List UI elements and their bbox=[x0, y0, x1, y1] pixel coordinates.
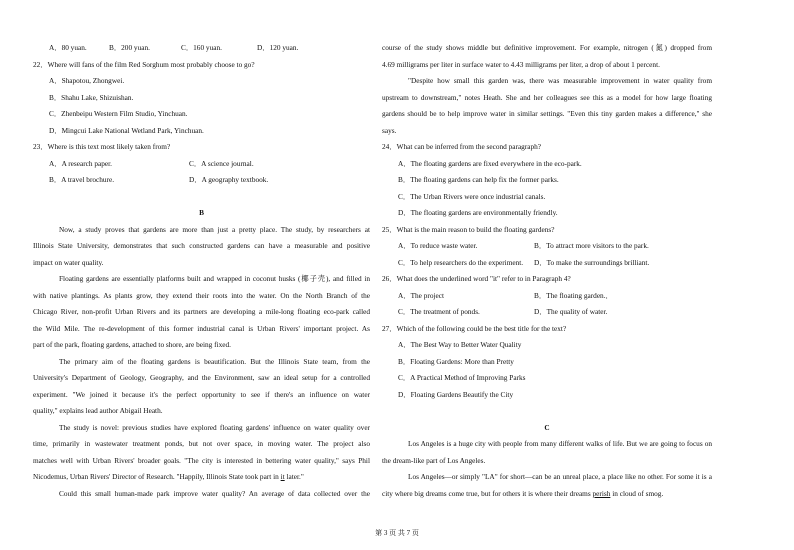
q25-option-b: B．To attract more visitors to the park. bbox=[534, 241, 649, 250]
q24-option-a: A．The floating gardens are fixed everywhere in the eco-park. bbox=[398, 158, 582, 168]
passage-b-para5-line1: Could this small human-made park improve water quality? An average of data collected over the bbox=[59, 488, 370, 498]
q23-options-row1 bbox=[33, 156, 370, 173]
q26-option-d: D．The quality of water. bbox=[534, 307, 608, 316]
q21-option-a: A．80 yuan. bbox=[49, 43, 87, 52]
q23-option-c: C．A science journal. bbox=[189, 158, 254, 168]
q26-option-c: C．The treatment of ponds. bbox=[398, 307, 480, 316]
q24-option-c: C．The Urban Rivers were once industrial canals. bbox=[398, 191, 546, 201]
para9-text-before: city where big dreams come true, but for others it is where their dreams bbox=[382, 488, 593, 498]
q26-stem: 26．What does the underlined word "it" refer to in Paragraph 4? bbox=[382, 274, 571, 283]
q23-option-d: D．A geography textbook. bbox=[189, 175, 269, 184]
q27-stem: 27．Which of the following could be the best title for the text? bbox=[382, 323, 567, 333]
q21-option-c: C．160 yuan. bbox=[181, 43, 222, 52]
right-column bbox=[382, 40, 712, 502]
section-b-heading: B bbox=[199, 208, 204, 217]
q27-option-d: D．Floating Gardens Beautify the City bbox=[398, 389, 514, 399]
passage-c-para1-line2: the dream-like part of Los Angeles. bbox=[382, 455, 486, 465]
passage-b-para2-line5: part of the park, floating gardens, attached to shore, are being fixed. bbox=[33, 340, 231, 349]
q26-options-row2 bbox=[382, 304, 712, 321]
passage-b-para3-line4: quality," explains lead author Abigail Heath. bbox=[33, 406, 163, 415]
q23-option-b: B．A travel brochure. bbox=[49, 175, 115, 184]
page-number-footer: 第 3 页 共 7 页 bbox=[375, 529, 419, 537]
q25-stem: 25．What is the main reason to build the floating gardens? bbox=[382, 224, 555, 234]
passage-b-para6-line3: gardens should be to help improve water in similar settings. "Even this tiny garden makes a difference," she bbox=[382, 109, 712, 118]
q24-option-d: D．The floating gardens are environmentally friendly. bbox=[398, 208, 558, 217]
passage-b-para4-line2: time, primarily in wastewater treatment ponds, but not over space, in moving water. The project also bbox=[33, 439, 370, 448]
q25-option-d: D．To make the surroundings brilliant. bbox=[534, 257, 650, 267]
q25-options-row2 bbox=[382, 255, 712, 272]
passage-b-para6-line4: says. bbox=[382, 125, 397, 135]
passage-b-para4-line1: The study is novel: previous studies have explored floating gardens' influence on water quality over bbox=[59, 422, 370, 432]
passage-b-para4-line3: matches well with Urban Rivers' broader goals. "The city is interested in bettering water quality," says Phil bbox=[33, 455, 370, 465]
left-column bbox=[33, 40, 370, 502]
passage-c-para2-line2 bbox=[382, 486, 712, 503]
q25-options-row1 bbox=[382, 238, 712, 255]
passage-b-para2-line1: Floating gardens are essentially platforms built and wrapped in coconut husks (椰子壳), and filled in bbox=[59, 274, 370, 283]
underlined-word-it: it bbox=[280, 472, 285, 481]
section-c-heading: C bbox=[544, 422, 550, 432]
q27-option-a: A．The Best Way to Better Water Quality bbox=[398, 340, 522, 349]
passage-b-para2-line2: with native plantings. As plants grow, they extend their roots into the water. On the North Branch of the bbox=[33, 290, 370, 300]
passage-b-para2-line3: Chicago River, non-profit Urban Rivers and its partners are developing a mile-long floating eco-park called bbox=[33, 307, 370, 316]
para4-text-before: Nicodemus, Urban Rivers' Director of Research. "Happily, Illinois State took part in bbox=[33, 472, 281, 481]
passage-b-para6-line1: "Despite how small this garden was, there was measurable improvement in water quality from bbox=[408, 76, 712, 85]
passage-b-para1-line2: Illinois State University, demonstrates that such constructed gardens can have a measurable and positive bbox=[33, 241, 370, 250]
q22-option-d: D．Mingcui Lake National Wetland Park, Yinchuan. bbox=[49, 125, 204, 135]
q26-options-row1 bbox=[382, 288, 712, 305]
q26-option-a: A．The project bbox=[398, 290, 444, 300]
para9-text-after: in cloud of smog. bbox=[610, 488, 664, 498]
q25-option-a: A．To reduce waste water. bbox=[398, 241, 478, 250]
passage-b-para1-line3: impact on water quality. bbox=[33, 257, 104, 267]
q24-option-b: B．The floating gardens can help fix the former parks. bbox=[398, 175, 559, 184]
q23-stem: 23．Where is this text most likely taken from? bbox=[33, 142, 171, 151]
q26-option-b: B．The floating garden.． bbox=[534, 290, 613, 300]
q22-option-b: B．Shahu Lake, Shizuishan. bbox=[49, 92, 134, 102]
para4-text-after: later." bbox=[284, 472, 304, 481]
q23-options-row2 bbox=[33, 172, 370, 189]
underlined-word-perish: perish bbox=[592, 488, 611, 498]
q25-option-c: C．To help researchers do the experiment. bbox=[398, 257, 524, 267]
q21-option-b: B．200 yuan. bbox=[109, 43, 150, 52]
passage-b-para3-line1: The primary aim of the floating gardens is beautification. But the Illinois State team, from the bbox=[59, 356, 370, 366]
passage-b-para3-line2: University's Department of Geology, Geography, and the Environment, saw an ideal setup for a controlled bbox=[33, 373, 370, 382]
q22-option-a: A．Shapotou, Zhongwei. bbox=[49, 76, 125, 85]
passage-b-para5-line2: course of the study shows middle but definitive improvement. For example, nitrogen (氮) dropped from bbox=[382, 43, 712, 52]
q27-option-c: C．A Practical Method of Improving Parks bbox=[398, 373, 526, 382]
passage-b-para3-line3: experiment. "We joined it because it's the perfect opportunity to see if there's an influence on water bbox=[33, 389, 370, 399]
passage-b-para4-line4 bbox=[33, 469, 370, 486]
passage-b-para5-line3: 4.69 milligrams per liter in surface water to 4.43 milligrams per liter, a drop of about 1 percent. bbox=[382, 59, 660, 69]
passage-c-para1-line1: Los Angeles is a huge city with people from many different walks of life. But we are going to focus on bbox=[408, 439, 712, 448]
q27-option-b: B．Floating Gardens: More than Pretty bbox=[398, 356, 514, 366]
q21-options bbox=[33, 40, 370, 57]
q24-stem: 24．What can be inferred from the second paragraph? bbox=[382, 142, 542, 151]
passage-b-para6-line2: upstream to downstream," notes Heath. She and her colleagues see this as a model for how large floating bbox=[382, 92, 712, 102]
passage-c-para2-line1: Los Angeles—or simply "LA" for short—can be an unreal place, a place like no other. For some it is a bbox=[408, 472, 712, 481]
q22-stem: 22．Where will fans of the film Red Sorghum most probably choose to go? bbox=[33, 59, 255, 69]
passage-b-para1-line1: Now, a study proves that gardens are more than just a pretty place. The study, by researchers at bbox=[59, 224, 370, 234]
q22-option-c: C．Zhenbeipu Western Film Studio, Yinchuan. bbox=[49, 109, 188, 118]
q23-option-a: A．A research paper. bbox=[49, 158, 113, 168]
q21-option-d: D．120 yuan. bbox=[257, 43, 299, 52]
passage-b-para2-line4: the Wild Mile. The re-development of this former industrial canal is Urban Rivers' important project. As bbox=[33, 323, 370, 333]
